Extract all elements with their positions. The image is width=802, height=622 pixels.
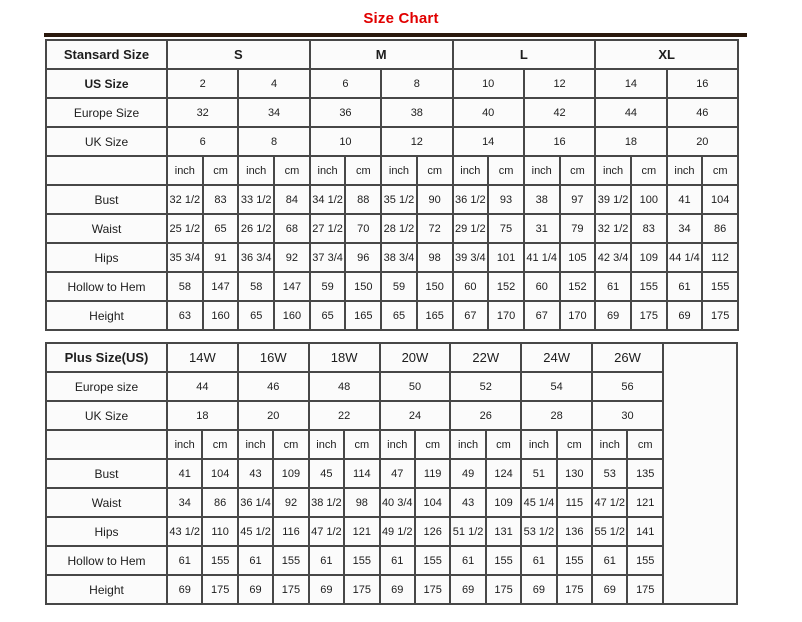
measurement-value-cell: 175 bbox=[415, 575, 450, 604]
size-group-label: 14W bbox=[167, 343, 238, 372]
measurement-value-cell: 160 bbox=[274, 301, 310, 330]
measurement-value-cell: 40 3/4 bbox=[380, 488, 415, 517]
row-label: Bust bbox=[46, 459, 167, 488]
measurement-value-cell: 124 bbox=[486, 459, 521, 488]
measurement-value-cell: 155 bbox=[557, 546, 592, 575]
measurement-value-cell: 165 bbox=[345, 301, 381, 330]
measurement-value-cell: 43 1/2 bbox=[167, 517, 202, 546]
measurement-value-cell: 61 bbox=[380, 546, 415, 575]
unit-cell: cm bbox=[488, 156, 524, 185]
row-label: US Size bbox=[46, 69, 167, 98]
measurement-value-cell: 152 bbox=[560, 272, 596, 301]
measurement-value-cell: 41 1/4 bbox=[524, 243, 560, 272]
measurement-value-cell: 41 bbox=[667, 185, 703, 214]
size-group-label: 16W bbox=[238, 343, 309, 372]
unit-cell: cm bbox=[203, 156, 239, 185]
measurement-value-cell: 63 bbox=[167, 301, 203, 330]
unit-cell: inch bbox=[595, 156, 631, 185]
measurement-value-cell: 101 bbox=[488, 243, 524, 272]
measurement-value-cell: 32 1/2 bbox=[595, 214, 631, 243]
measurement-value-cell: 31 bbox=[524, 214, 560, 243]
measurement-value-cell: 35 3/4 bbox=[167, 243, 203, 272]
measurement-value-cell: 141 bbox=[627, 517, 663, 546]
row-label: Height bbox=[46, 575, 167, 604]
size-value-cell: 46 bbox=[667, 98, 738, 127]
size-value-cell: 8 bbox=[238, 127, 309, 156]
unit-cell: cm bbox=[627, 430, 663, 459]
measurement-value-cell: 126 bbox=[415, 517, 450, 546]
measurement-value-cell: 90 bbox=[417, 185, 453, 214]
measurement-value-cell: 121 bbox=[627, 488, 663, 517]
unit-cell: inch bbox=[524, 156, 560, 185]
standard-size-table bbox=[45, 39, 739, 331]
measurement-value-cell: 47 1/2 bbox=[592, 488, 627, 517]
measurement-value-cell: 147 bbox=[203, 272, 239, 301]
measurement-value-cell: 131 bbox=[486, 517, 521, 546]
measurement-value-cell: 42 3/4 bbox=[595, 243, 631, 272]
measurement-value-cell: 98 bbox=[417, 243, 453, 272]
measurement-value-cell: 135 bbox=[627, 459, 663, 488]
measurement-value-cell: 175 bbox=[486, 575, 521, 604]
measurement-value-cell: 86 bbox=[202, 488, 237, 517]
measurement-value-cell: 105 bbox=[560, 243, 596, 272]
measurement-value-cell: 69 bbox=[238, 575, 273, 604]
measurement-value-cell: 65 bbox=[381, 301, 417, 330]
measurement-value-cell: 100 bbox=[631, 185, 667, 214]
measurement-value-cell: 60 bbox=[524, 272, 560, 301]
unit-cell: cm bbox=[560, 156, 596, 185]
size-value-cell: 46 bbox=[238, 372, 309, 401]
measurement-value-cell: 41 bbox=[167, 459, 202, 488]
unit-cell: inch bbox=[167, 156, 203, 185]
measurement-value-cell: 175 bbox=[202, 575, 237, 604]
size-value-cell: 52 bbox=[450, 372, 521, 401]
measurement-value-cell: 110 bbox=[202, 517, 237, 546]
measurement-value-cell: 165 bbox=[417, 301, 453, 330]
row-label: Hollow to Hem bbox=[46, 546, 167, 575]
measurement-value-cell: 33 1/2 bbox=[238, 185, 274, 214]
size-value-cell: 54 bbox=[521, 372, 592, 401]
measurement-value-cell: 109 bbox=[486, 488, 521, 517]
measurement-value-cell: 155 bbox=[702, 272, 738, 301]
unit-cell: inch bbox=[310, 156, 346, 185]
measurement-value-cell: 83 bbox=[631, 214, 667, 243]
row-label: UK Size bbox=[46, 401, 167, 430]
table-corner-label: Stansard Size bbox=[46, 40, 167, 69]
size-value-cell: 42 bbox=[524, 98, 595, 127]
unit-cell: inch bbox=[380, 430, 415, 459]
measurement-value-cell: 68 bbox=[274, 214, 310, 243]
unit-cell: inch bbox=[450, 430, 485, 459]
measurement-value-cell: 155 bbox=[273, 546, 308, 575]
size-value-cell: 38 bbox=[381, 98, 452, 127]
measurement-value-cell: 39 1/2 bbox=[595, 185, 631, 214]
empty-label-cell bbox=[46, 430, 167, 459]
size-value-cell: 44 bbox=[595, 98, 666, 127]
measurement-value-cell: 104 bbox=[415, 488, 450, 517]
size-value-cell: 12 bbox=[381, 127, 452, 156]
size-group-label: L bbox=[453, 40, 596, 69]
measurement-value-cell: 36 3/4 bbox=[238, 243, 274, 272]
measurement-value-cell: 109 bbox=[631, 243, 667, 272]
measurement-value-cell: 61 bbox=[238, 546, 273, 575]
unit-cell: inch bbox=[309, 430, 344, 459]
measurement-value-cell: 69 bbox=[595, 301, 631, 330]
measurement-value-cell: 47 1/2 bbox=[309, 517, 344, 546]
size-value-cell: 14 bbox=[453, 127, 524, 156]
measurement-value-cell: 116 bbox=[273, 517, 308, 546]
size-value-cell: 16 bbox=[667, 69, 738, 98]
measurement-value-cell: 49 bbox=[450, 459, 485, 488]
measurement-value-cell: 98 bbox=[344, 488, 379, 517]
measurement-value-cell: 104 bbox=[702, 185, 738, 214]
size-value-cell: 20 bbox=[238, 401, 309, 430]
unit-cell: cm bbox=[345, 156, 381, 185]
size-value-cell: 8 bbox=[381, 69, 452, 98]
measurement-value-cell: 38 1/2 bbox=[309, 488, 344, 517]
measurement-value-cell: 55 1/2 bbox=[592, 517, 627, 546]
measurement-value-cell: 121 bbox=[344, 517, 379, 546]
divider-rule bbox=[44, 33, 747, 37]
measurement-value-cell: 35 1/2 bbox=[381, 185, 417, 214]
unit-cell: inch bbox=[238, 156, 274, 185]
measurement-value-cell: 45 1/2 bbox=[238, 517, 273, 546]
size-value-cell: 16 bbox=[524, 127, 595, 156]
row-label: Waist bbox=[46, 488, 167, 517]
measurement-value-cell: 59 bbox=[310, 272, 346, 301]
size-value-cell: 20 bbox=[667, 127, 738, 156]
measurement-value-cell: 28 1/2 bbox=[381, 214, 417, 243]
measurement-value-cell: 49 1/2 bbox=[380, 517, 415, 546]
measurement-value-cell: 65 bbox=[203, 214, 239, 243]
measurement-value-cell: 115 bbox=[557, 488, 592, 517]
measurement-value-cell: 75 bbox=[488, 214, 524, 243]
measurement-value-cell: 53 1/2 bbox=[521, 517, 556, 546]
unit-cell: inch bbox=[238, 430, 273, 459]
measurement-value-cell: 136 bbox=[557, 517, 592, 546]
measurement-value-cell: 39 3/4 bbox=[453, 243, 489, 272]
measurement-value-cell: 61 bbox=[309, 546, 344, 575]
measurement-value-cell: 51 1/2 bbox=[450, 517, 485, 546]
size-value-cell: 26 bbox=[450, 401, 521, 430]
measurement-value-cell: 26 1/2 bbox=[238, 214, 274, 243]
measurement-value-cell: 45 1/4 bbox=[521, 488, 556, 517]
size-value-cell: 6 bbox=[167, 127, 238, 156]
unit-cell: cm bbox=[202, 430, 237, 459]
measurement-value-cell: 36 1/4 bbox=[238, 488, 273, 517]
unit-cell: inch bbox=[667, 156, 703, 185]
measurement-value-cell: 38 3/4 bbox=[381, 243, 417, 272]
measurement-value-cell: 104 bbox=[202, 459, 237, 488]
measurement-value-cell: 61 bbox=[667, 272, 703, 301]
row-label: Bust bbox=[46, 185, 167, 214]
measurement-value-cell: 60 bbox=[453, 272, 489, 301]
measurement-value-cell: 155 bbox=[344, 546, 379, 575]
row-label: Height bbox=[46, 301, 167, 330]
measurement-value-cell: 152 bbox=[488, 272, 524, 301]
measurement-value-cell: 119 bbox=[415, 459, 450, 488]
measurement-value-cell: 79 bbox=[560, 214, 596, 243]
size-value-cell: 34 bbox=[238, 98, 309, 127]
size-value-cell: 2 bbox=[167, 69, 238, 98]
unit-cell: inch bbox=[453, 156, 489, 185]
measurement-value-cell: 114 bbox=[344, 459, 379, 488]
size-value-cell: 30 bbox=[592, 401, 663, 430]
measurement-value-cell: 45 bbox=[309, 459, 344, 488]
size-value-cell: 14 bbox=[595, 69, 666, 98]
measurement-value-cell: 175 bbox=[627, 575, 663, 604]
size-value-cell: 12 bbox=[524, 69, 595, 98]
size-value-cell: 56 bbox=[592, 372, 663, 401]
measurement-value-cell: 36 1/2 bbox=[453, 185, 489, 214]
measurement-value-cell: 175 bbox=[631, 301, 667, 330]
unit-cell: cm bbox=[344, 430, 379, 459]
measurement-value-cell: 65 bbox=[238, 301, 274, 330]
row-label: Waist bbox=[46, 214, 167, 243]
measurement-value-cell: 61 bbox=[521, 546, 556, 575]
measurement-value-cell: 155 bbox=[627, 546, 663, 575]
size-value-cell: 48 bbox=[309, 372, 380, 401]
unit-cell: cm bbox=[415, 430, 450, 459]
size-group-label: 20W bbox=[380, 343, 451, 372]
table-corner-label: Plus Size(US) bbox=[46, 343, 167, 372]
size-value-cell: 22 bbox=[309, 401, 380, 430]
measurement-value-cell: 170 bbox=[488, 301, 524, 330]
size-value-cell: 4 bbox=[238, 69, 309, 98]
size-value-cell: 28 bbox=[521, 401, 592, 430]
measurement-value-cell: 58 bbox=[238, 272, 274, 301]
unit-cell: inch bbox=[592, 430, 627, 459]
measurement-value-cell: 175 bbox=[702, 301, 738, 330]
measurement-value-cell: 92 bbox=[274, 243, 310, 272]
measurement-value-cell: 155 bbox=[486, 546, 521, 575]
measurement-value-cell: 147 bbox=[274, 272, 310, 301]
unit-cell: cm bbox=[273, 430, 308, 459]
measurement-value-cell: 67 bbox=[453, 301, 489, 330]
measurement-value-cell: 96 bbox=[345, 243, 381, 272]
measurement-value-cell: 72 bbox=[417, 214, 453, 243]
size-value-cell: 24 bbox=[380, 401, 451, 430]
measurement-value-cell: 86 bbox=[702, 214, 738, 243]
unit-cell: cm bbox=[702, 156, 738, 185]
measurement-value-cell: 61 bbox=[450, 546, 485, 575]
measurement-value-cell: 53 bbox=[592, 459, 627, 488]
measurement-value-cell: 69 bbox=[167, 575, 202, 604]
measurement-value-cell: 97 bbox=[560, 185, 596, 214]
page-title: Size Chart bbox=[363, 10, 439, 27]
measurement-value-cell: 92 bbox=[273, 488, 308, 517]
measurement-value-cell: 34 bbox=[167, 488, 202, 517]
measurement-value-cell: 59 bbox=[381, 272, 417, 301]
measurement-value-cell: 61 bbox=[167, 546, 202, 575]
measurement-value-cell: 58 bbox=[167, 272, 203, 301]
size-group-label: 26W bbox=[592, 343, 663, 372]
measurement-value-cell: 160 bbox=[203, 301, 239, 330]
measurement-value-cell: 51 bbox=[521, 459, 556, 488]
measurement-value-cell: 25 1/2 bbox=[167, 214, 203, 243]
measurement-value-cell: 170 bbox=[560, 301, 596, 330]
size-group-label: M bbox=[310, 40, 453, 69]
measurement-value-cell: 27 1/2 bbox=[310, 214, 346, 243]
measurement-value-cell: 32 1/2 bbox=[167, 185, 203, 214]
measurement-value-cell: 130 bbox=[557, 459, 592, 488]
unit-cell: cm bbox=[417, 156, 453, 185]
measurement-value-cell: 88 bbox=[345, 185, 381, 214]
measurement-value-cell: 69 bbox=[380, 575, 415, 604]
measurement-value-cell: 69 bbox=[450, 575, 485, 604]
row-label: Europe Size bbox=[46, 98, 167, 127]
row-label: UK Size bbox=[46, 127, 167, 156]
size-group-label: 18W bbox=[309, 343, 380, 372]
measurement-value-cell: 69 bbox=[521, 575, 556, 604]
measurement-value-cell: 67 bbox=[524, 301, 560, 330]
unit-cell: inch bbox=[521, 430, 556, 459]
measurement-value-cell: 69 bbox=[667, 301, 703, 330]
size-value-cell: 18 bbox=[167, 401, 238, 430]
measurement-value-cell: 112 bbox=[702, 243, 738, 272]
measurement-value-cell: 69 bbox=[309, 575, 344, 604]
measurement-value-cell: 91 bbox=[203, 243, 239, 272]
row-label: Hips bbox=[46, 517, 167, 546]
row-label: Hips bbox=[46, 243, 167, 272]
size-group-label: XL bbox=[595, 40, 738, 69]
size-value-cell: 18 bbox=[595, 127, 666, 156]
measurement-value-cell: 83 bbox=[203, 185, 239, 214]
unit-cell: inch bbox=[381, 156, 417, 185]
measurement-value-cell: 61 bbox=[592, 546, 627, 575]
size-group-label: S bbox=[167, 40, 310, 69]
measurement-value-cell: 109 bbox=[273, 459, 308, 488]
measurement-value-cell: 34 bbox=[667, 214, 703, 243]
measurement-value-cell: 175 bbox=[344, 575, 379, 604]
measurement-value-cell: 47 bbox=[380, 459, 415, 488]
measurement-value-cell: 175 bbox=[557, 575, 592, 604]
unit-cell: cm bbox=[631, 156, 667, 185]
size-value-cell: 36 bbox=[310, 98, 381, 127]
measurement-value-cell: 43 bbox=[238, 459, 273, 488]
size-group-label: 24W bbox=[521, 343, 592, 372]
empty-label-cell bbox=[46, 156, 167, 185]
unit-cell: cm bbox=[274, 156, 310, 185]
unit-cell: inch bbox=[167, 430, 202, 459]
measurement-value-cell: 155 bbox=[631, 272, 667, 301]
size-group-label: 22W bbox=[450, 343, 521, 372]
measurement-value-cell: 44 1/4 bbox=[667, 243, 703, 272]
measurement-value-cell: 69 bbox=[592, 575, 627, 604]
measurement-value-cell: 70 bbox=[345, 214, 381, 243]
unit-cell: cm bbox=[557, 430, 592, 459]
measurement-value-cell: 175 bbox=[273, 575, 308, 604]
measurement-value-cell: 150 bbox=[417, 272, 453, 301]
row-label: Hollow to Hem bbox=[46, 272, 167, 301]
empty-cell bbox=[663, 343, 737, 604]
size-value-cell: 6 bbox=[310, 69, 381, 98]
measurement-value-cell: 38 bbox=[524, 185, 560, 214]
measurement-value-cell: 34 1/2 bbox=[310, 185, 346, 214]
measurement-value-cell: 29 1/2 bbox=[453, 214, 489, 243]
plus-size-table bbox=[45, 342, 738, 605]
size-value-cell: 32 bbox=[167, 98, 238, 127]
measurement-value-cell: 155 bbox=[415, 546, 450, 575]
size-value-cell: 44 bbox=[167, 372, 238, 401]
size-value-cell: 50 bbox=[380, 372, 451, 401]
measurement-value-cell: 155 bbox=[202, 546, 237, 575]
measurement-value-cell: 93 bbox=[488, 185, 524, 214]
measurement-value-cell: 150 bbox=[345, 272, 381, 301]
measurement-value-cell: 84 bbox=[274, 185, 310, 214]
row-label: Europe size bbox=[46, 372, 167, 401]
unit-cell: cm bbox=[486, 430, 521, 459]
measurement-value-cell: 37 3/4 bbox=[310, 243, 346, 272]
size-value-cell: 10 bbox=[310, 127, 381, 156]
measurement-value-cell: 43 bbox=[450, 488, 485, 517]
measurement-value-cell: 65 bbox=[310, 301, 346, 330]
size-value-cell: 10 bbox=[453, 69, 524, 98]
measurement-value-cell: 61 bbox=[595, 272, 631, 301]
size-value-cell: 40 bbox=[453, 98, 524, 127]
